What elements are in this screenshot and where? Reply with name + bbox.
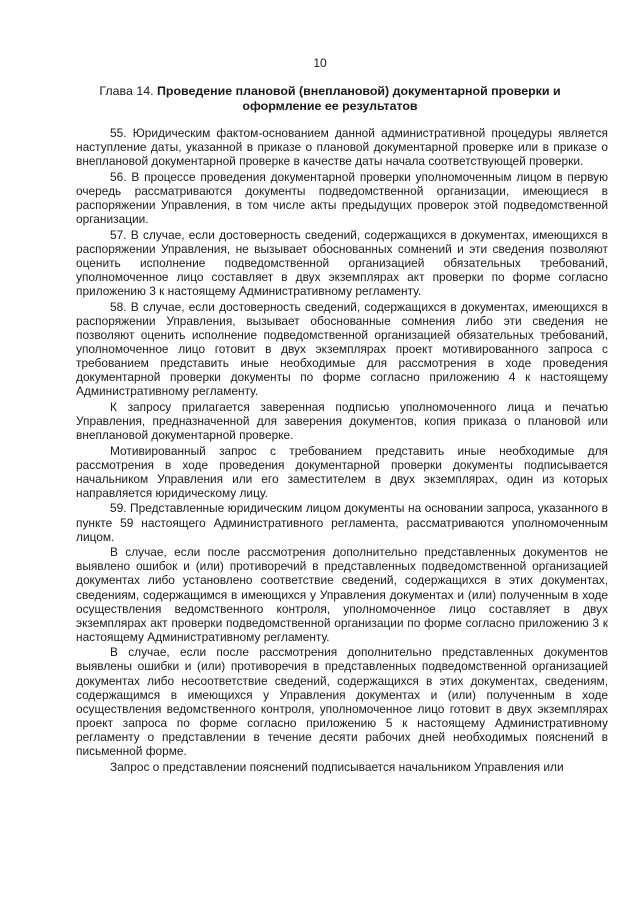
chapter-title: Проведение плановой (внеплановой) документарной проверки и оформление ее результатов <box>157 84 561 113</box>
paragraph-58-attachment: К запросу прилагается заверенная подписью уполномоченного лица и печатью Управления, предназначенной для заверения документов, копия приказа о плановой или внеплановой документарной проверке. <box>76 399 608 442</box>
paragraph-58: 58. В случае, если достоверность сведений, содержащихся в документах, имеющихся в распоряжении Управления, вызывает обоснованные сомнения либо эти сведения не позволяют оценить исполнение подведомственной организацией обязательных требований, уполномоченное лицо готовит в двух экземплярах проект мотивированного запроса с требованием представить иные необходимые для рассмотрения в ходе проведения документарной проверки документы по форме согласно приложению 4 к настоящему Административному регламенту. <box>76 299 608 399</box>
paragraph-59-errors: В случае, если после рассмотрения дополнительно представленных документов выявлены ошибки и (или) противоречия в представленных подведомственной организацией документах либо несоответствие сведений, содержащихся в этих документах, сведениям, содержащимся в имеющихся у Управления документах и (или) полученным в ходе осуществления ведомственного контроля, уполномоченное лицо готовит в двух экземплярах проект запроса по форме согласно приложению 5 к настоящему Административному регламенту о представлении в течение десяти рабочих дней необходимых пояснений в письменной форме. <box>76 645 608 759</box>
paragraph-55: 55. Юридическим фактом-основанием данной административной процедуры является наступление даты, указанной в приказе о плановой документарной проверке или в приказе о внеплановой документарной проверке в качестве даты начала соответствующей проверки. <box>76 126 608 169</box>
paragraph-56: 56. В процессе проведения документарной проверки уполномоченным лицом в первую очередь рассматриваются документы подведомственной организации, имеющиеся в распоряжении Управления, в том числе акты предыдущих проверок этой подведомственной организации. <box>76 169 608 227</box>
paragraph-59: 59. Представленные юридическим лицом документы на основании запроса, указанного в пункте 59 настоящего Административного регламента, рассматриваются уполномоченным лицом. <box>76 501 608 544</box>
page-number: 10 <box>313 56 327 70</box>
paragraph-explanation-request: Запрос о представлении пояснений подписывается начальником Управления или <box>110 759 564 774</box>
paragraph-59-no-errors: В случае, если после рассмотрения дополнительно представленных документов не выявлено ошибок и (или) противоречий в представленных подведомственной организацией документах либо установлено соответствие сведений, содержащихся в этих документах, сведениям, содержащимся в имеющихся у Управления документах и (или) полученным в ходе осуществления ведомственного контроля, уполномоченное лицо составляет в двух экземплярах акт проверки подведомственной организации по форме согласно приложению 3 к настоящему Административному регламенту. <box>76 545 608 644</box>
chapter-number: Глава 14. <box>99 84 158 98</box>
paragraph-58-signing: Мотивированный запрос с требованием представить иные необходимые для рассмотрения в ходе проведения документарной проверки документы подписывается начальником Управления или его заместителем в двух экземплярах, один из которых направляется юридическому лицу. <box>76 443 608 500</box>
paragraph-57: 57. В случае, если достоверность сведений, содержащихся в документах, имеющихся в распоряжении Управления, не вызывает обоснованных сомнений и эти сведения позволяют оценить исполнение подведомственной организацией обязательных требований, уполномоченное лицо составляет в двух экземплярах акт проверки по форме согласно приложению 3 к настоящему Административному регламенту. <box>76 227 608 299</box>
document-body <box>76 126 608 775</box>
chapter-heading <box>80 84 580 113</box>
